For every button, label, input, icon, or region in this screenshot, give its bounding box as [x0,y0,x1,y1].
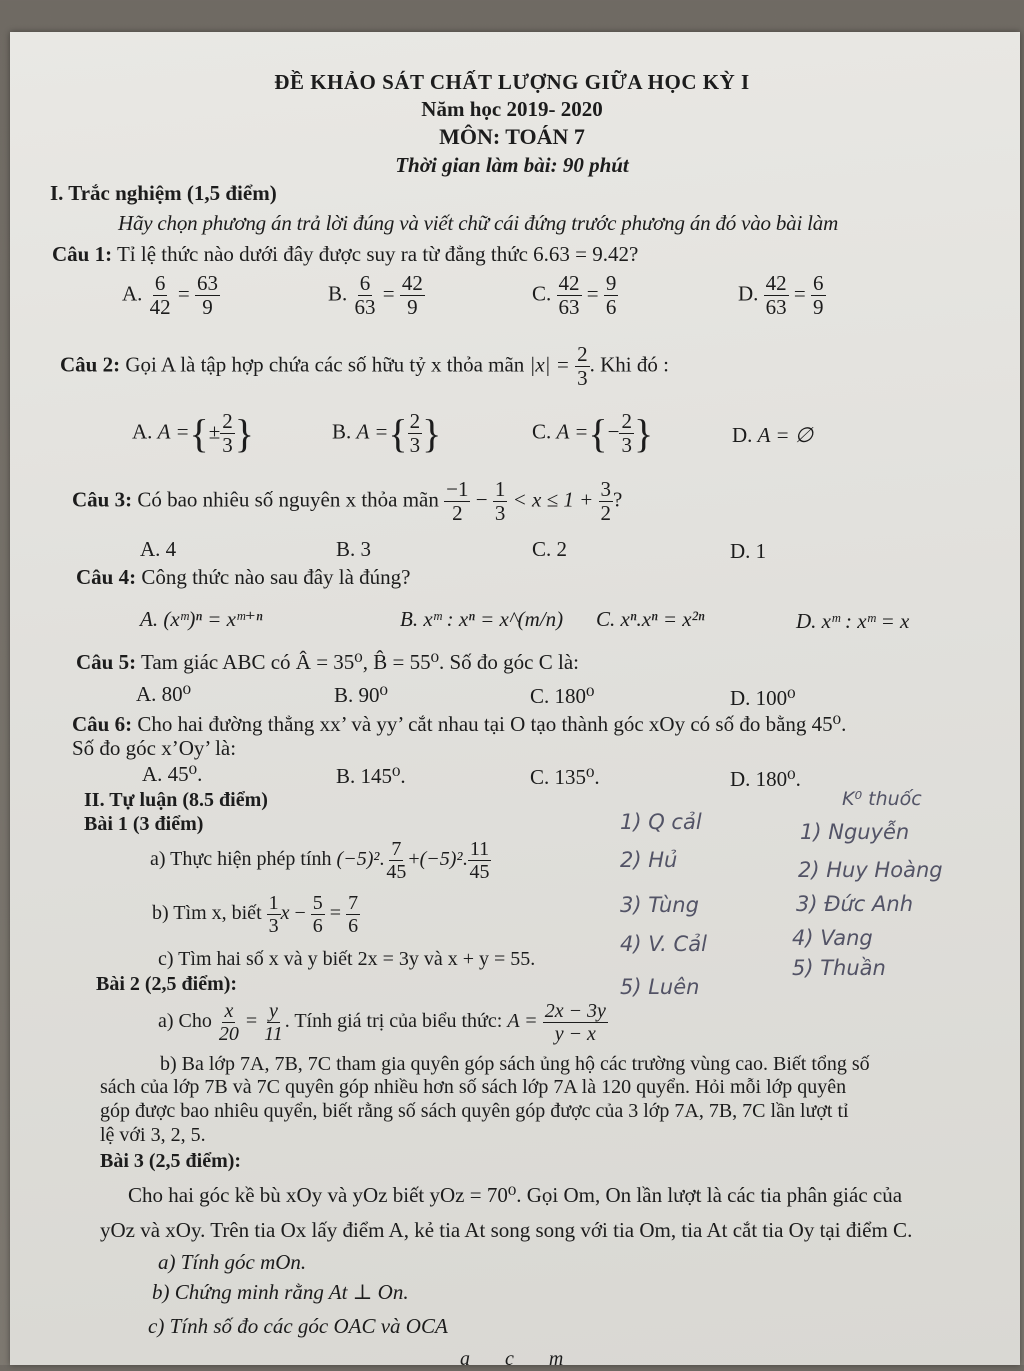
part1-instruction: Hãy chọn phương án trả lời đúng và viết chữ cái đứng trước phương án đó vào bài làm [118,211,839,235]
q4-option-a: A. (xᵐ)ⁿ = xᵐ⁺ⁿ [140,607,263,631]
handwritten-note: 2) Huy Hoàng [798,858,943,882]
q5-option-c: C. 180⁰ [530,684,595,708]
bai2-b-line1: b) Ba lớp 7A, 7B, 7C tham gia quyên góp sách ủng hộ các trường vùng cao. Biết tổng số [160,1053,870,1075]
cut-off-line: a c m [460,1348,564,1370]
bai2-b-line4: lệ với 3, 2, 5. [100,1124,206,1146]
bai3-a: a) Tính góc mOn. [158,1250,307,1274]
q5-option-a: A. 80⁰ [136,682,192,706]
q4-option-d: D. xᵐ : xᵐ = x [796,609,910,633]
handwritten-note: 4) V. Cảl [620,932,707,956]
bai2-b-line2: sách của lớp 7B và 7C quyên góp nhiều hơn số sách lớp 7A là 120 quyển. Hỏi mỗi lớp quyên [100,1076,847,1098]
q3-stem: Câu 3: Có bao nhiêu số nguyên x thỏa mãn $\frac{-1}{2}$ − $\frac{1}{3}$ < x ≤ 1 + $\frac{3}{2}$ ? [72,477,623,526]
q5-option-d: D. 100⁰ [730,686,796,710]
bai3-b: b) Chứng minh rằng At ⊥ On. [152,1280,409,1304]
bai1-heading: Bài 1 (3 điểm) [84,813,204,835]
school-year: Năm học 2019- 2020 [421,97,603,121]
q3-option-a: A. 4 [140,537,177,561]
bai3-line1: Cho hai góc kề bù xOy và yOz biết yOz = 70⁰. Gọi Om, On lần lượt là các tia phân giác của [128,1183,903,1207]
q3-option-c: C. 2 [532,537,568,561]
handwritten-note: 1) Nguyễn [800,820,910,844]
time-limit: Thời gian làm bài: 90 phút [395,153,629,177]
q1-option-d: D. $\frac{42}{63}$ = $\frac{6}{9}$ [738,271,824,320]
q1-option-a: A. $\frac{6}{42}$ = $\frac{63}{9}$ [122,271,219,320]
bai1-b: b) Tìm x, biết $\frac{1}{3}$ x − $\frac{5}{6}$ = $\frac{7}{6}$ [152,892,359,937]
q4-stem: Câu 4: Công thức nào sau đây là đúng? [76,565,411,589]
q6-option-a: A. 45⁰. [142,762,203,786]
q6-option-c: C. 135⁰. [530,765,600,789]
bai1-a: a) Thực hiện phép tính (−5)². $\frac{7}{45}$ +(−5)². $\frac{11}{45}$ [150,838,490,883]
handwritten-note: 5) Luên [620,975,700,999]
q3-option-d: D. 1 [730,539,767,563]
q6-stem-line2: Số đo góc x’Oy’ là: [72,736,237,760]
handwritten-note: 3) Đức Anh [796,892,914,916]
part2-heading: II. Tự luận (8.5 điểm) [84,789,268,811]
handwritten-note: K⁰ thuốc [842,788,922,810]
q6-option-b: B. 145⁰. [336,764,406,788]
bai2-b-line3: góp được bao nhiêu quyển, biết rằng số sách quyên góp được của 3 lớp 7A, 7B, 7C lần lượt tỉ [100,1100,849,1122]
handwritten-note: 5) Thuần [792,956,886,980]
subject: MÔN: TOÁN 7 [439,124,585,149]
bai3-c: c) Tính số đo các góc OAC và OCA [148,1314,448,1338]
part1-heading: I. Trắc nghiệm (1,5 điểm) [50,181,277,205]
q1-option-b: B. $\frac{6}{63}$ = $\frac{42}{9}$ [328,271,423,320]
handwritten-note: 2) Hủ [620,848,678,872]
handwritten-note: 3) Tùng [620,893,699,917]
q1-option-c: C. $\frac{42}{63}$ = $\frac{9}{6}$ [532,271,617,320]
handwritten-note: 1) Q cảl [620,810,702,834]
q6-stem: Câu 6: Cho hai đường thẳng xx’ và yy’ cắt nhau tại O tạo thành góc xOy có số đo bằng 45⁰. [72,712,847,736]
q2-option-d: D. A = ∅ [732,423,814,447]
q5-stem: Câu 5: Tam giác ABC có Â = 35⁰, B̂ = 55⁰. Số đo góc C là: [76,650,579,674]
bai3-heading: Bài 3 (2,5 điểm): [100,1150,242,1172]
handwritten-note: 4) Vang [792,926,873,950]
q2-option-b: B. A ={ $\frac{2}{3}$ } [332,409,442,458]
bai1-c: c) Tìm hai số x và y biết 2x = 3y và x + y = 55. [158,948,536,970]
exam-title: ĐỀ KHẢO SÁT CHẤT LƯỢNG GIỮA HỌC KỲ I [274,70,750,94]
q4-option-b: B. xᵐ : xⁿ = x^(m/n) [400,607,564,631]
q2-stem: Câu 2: Gọi A là tập hợp chứa các số hữu tỷ x thỏa mãn |x| = $\frac{2}{3}$ . Khi đó : [60,342,669,391]
q5-option-b: B. 90⁰ [334,683,388,707]
q6-option-d: D. 180⁰. [730,767,801,791]
q2-option-a: A. A ={± $\frac{2}{3}$ } [132,409,254,458]
bai3-line2: yOz và xOy. Trên tia Ox lấy điểm A, kẻ tia At song song với tia Om, tia At cắt tia Oy tại điểm C. [100,1218,913,1242]
bai2-heading: Bài 2 (2,5 điểm): [96,973,238,995]
q3-option-b: B. 3 [336,537,372,561]
bai2-a: a) Cho $\frac{x}{20}$ = $\frac{y}{11}$ . Tính giá trị của biểu thức: A = $\frac{2x - 3y}{y - x}$ [158,1000,606,1045]
q4-option-c: C. xⁿ.xⁿ = x²ⁿ [596,607,705,631]
q1-stem: Câu 1: Tỉ lệ thức nào dưới đây được suy ra từ đẳng thức 6.63 = 9.42? [52,242,639,266]
q2-option-c: C. A ={− $\frac{2}{3}$ } [532,409,654,458]
